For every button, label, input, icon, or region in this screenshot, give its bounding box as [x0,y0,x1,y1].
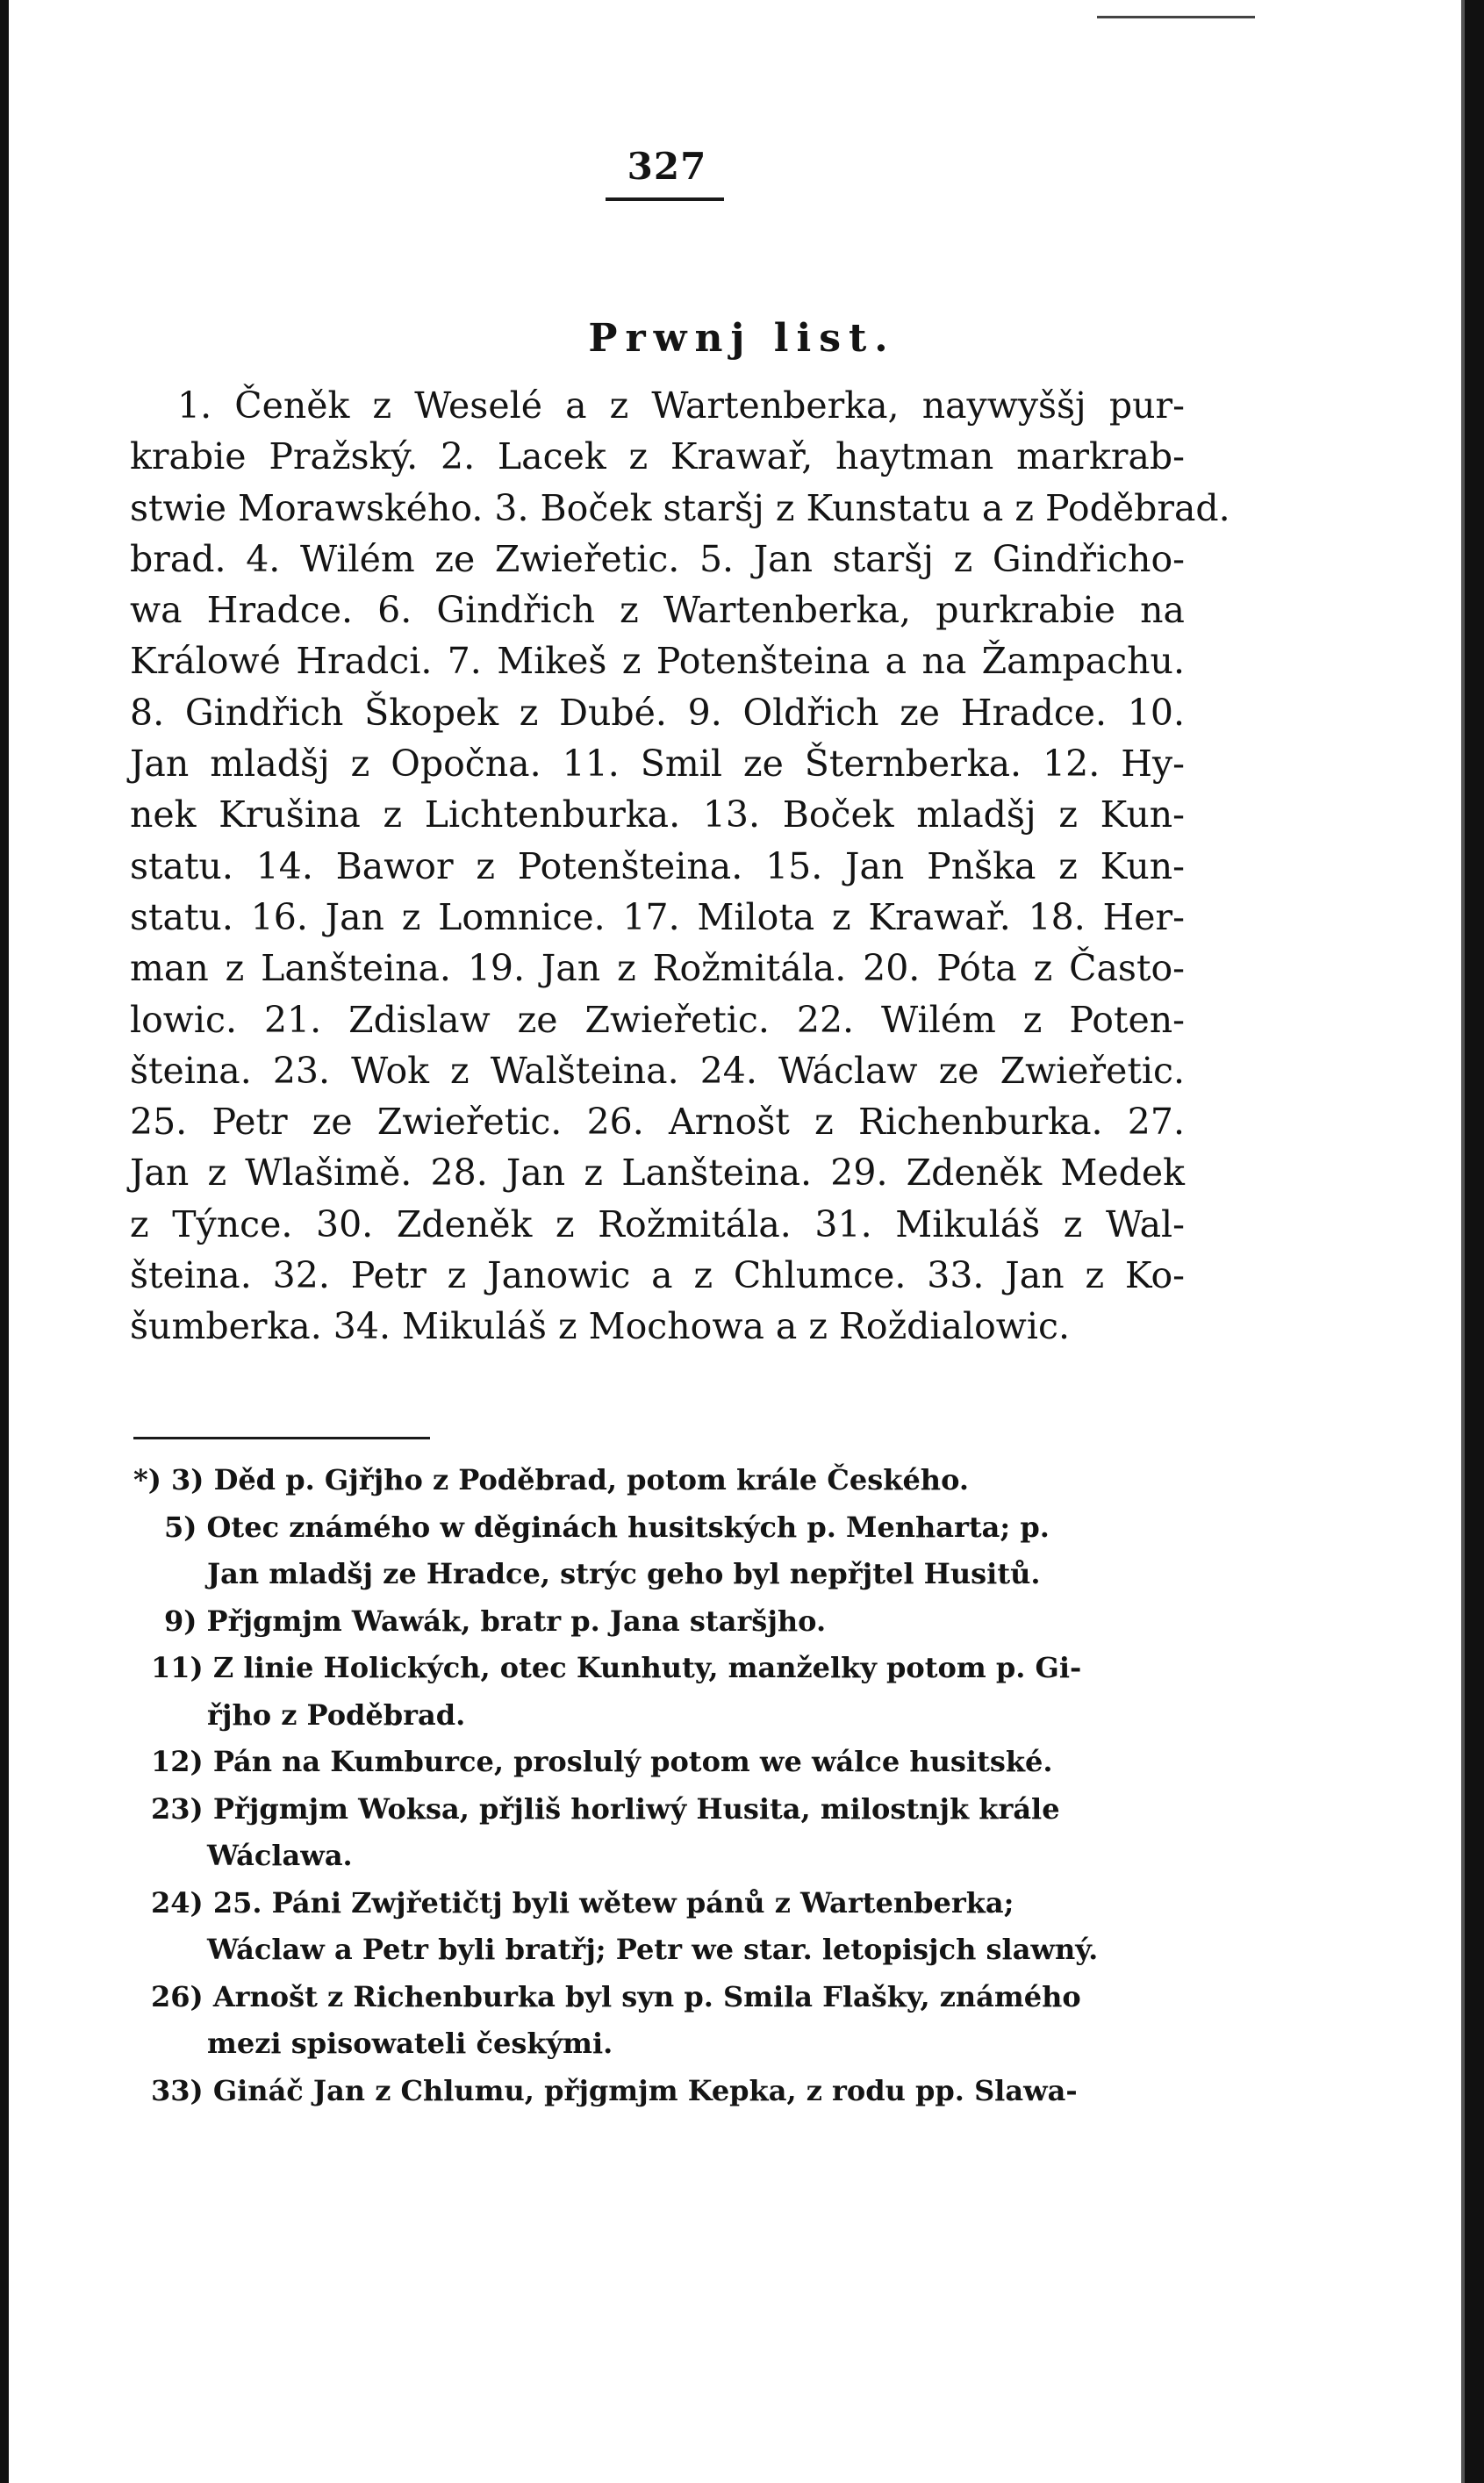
footnote-line: Wáclawa. [207,1839,353,1872]
text-line: krabie Pražský. 2. Lacek z Krawař, haytman markrab- [130,435,1185,478]
footnote-line: 12) Pán na Kumburce, proslulý potom we wálce husitské. [151,1745,1053,1778]
section-heading: Prwnj list. [588,316,896,361]
footnote-line: 24) 25. Páni Zwjřetičtj byli wětew pánů z Wartenberka; [151,1885,1014,1920]
text-line: šumberka. 34. Mikuláš z Mochowa a z Roždialowic. [130,1305,1070,1348]
text-line: Králowé Hradci. 7. Mikeš z Potenšteina a na Žampachu. [130,640,1185,683]
text-line: Jan mladšj z Opočna. 11. Smil ze Šternberka. 12. Hy- [130,743,1185,786]
text-line: 25. Petr ze Zwieřetic. 26. Arnošt z Richenburka. 27. [130,1101,1185,1144]
scan-edge-right-inner [1461,0,1465,2483]
page-number: 327 [627,145,707,188]
footnote-line: Wáclaw a Petr byli bratřj; Petr we star. letopisjch slawný. [207,1933,1099,1966]
footnote-line: 26) Arnošt z Richenburka byl syn p. Smila Flašky, známého [151,1979,1081,2013]
text-line: stwie Morawského. 3. Boček staršj z Kunstatu a z Poděbrad. [130,486,1230,529]
footnote-line: 5) Otec známého w děginách husitských p. Menharta; p. [164,1510,1050,1544]
footnote-line: mezi spisowateli českými. [207,2027,613,2060]
text-line: lowic. 21. Zdislaw ze Zwieřetic. 22. Wilém z Poten- [130,998,1185,1041]
footnote-line: 33) Gináč Jan z Chlumu, přjgmjm Kepka, z rodu pp. Slawa- [151,2073,1078,2107]
scan-edge-left [0,0,9,2483]
footnote-line: 23) Přjgmjm Woksa, přjliš horliwý Husita, milostnjk krále [151,1791,1060,1826]
scan-edge-right [1465,0,1484,2483]
text-line: nek Krušina z Lichtenburka. 13. Boček mladšj z Kun- [130,793,1185,836]
text-line: z Týnce. 30. Zdeněk z Rožmitála. 31. Mikuláš z Wal- [130,1202,1185,1245]
footnote-line: 9) Přjgmjm Wawák, bratr p. Jana staršjho. [164,1604,827,1638]
text-line: wa Hradce. 6. Gindřich z Wartenberka, purkrabie na [130,589,1185,632]
scan-top-mark [1097,16,1255,18]
footnote-line: Jan mladšj ze Hradce, strýc geho byl nepřjtel Husitů. [207,1557,1041,1590]
text-line: šteina. 23. Wok z Walšteina. 24. Wáclaw ze Zwieřetic. [130,1049,1185,1092]
footnotes-block [133,1457,1186,2114]
page-number-rule [606,197,724,201]
footnote-line: řjho z Poděbrad. [207,1697,466,1732]
text-line: Jan z Wlašimě. 28. Jan z Lanšteina. 29. Zdeněk Medek [130,1152,1185,1195]
text-line: šteina. 32. Petr z Janowic a z Chlumce. 33. Jan z Ko- [130,1254,1185,1297]
text-line: 8. Gindřich Škopek z Dubé. 9. Oldřich ze Hradce. 10. [130,691,1185,734]
main-text-block [130,380,1230,1353]
footnote-separator [133,1437,430,1439]
text-line: man z Lanšteina. 19. Jan z Rožmitála. 20. Póta z Často- [130,947,1185,990]
text-line: statu. 14. Bawor z Potenšteina. 15. Jan Pnška z Kun- [130,844,1185,887]
footnote-line: 11) Z linie Holických, otec Kunhuty, manželky potom p. Gi- [151,1651,1082,1684]
text-line: statu. 16. Jan z Lomnice. 17. Milota z Krawař. 18. Her- [130,895,1185,938]
text-line: brad. 4. Wilém ze Zwieřetic. 5. Jan staršj z Gindřicho- [130,537,1185,580]
text-line: 1. Čeněk z Weselé a z Wartenberka, naywyššj pur- [177,384,1185,427]
footnote-line: *) 3) Děd p. Gjřjho z Poděbrad, potom krále Českého. [133,1463,969,1496]
